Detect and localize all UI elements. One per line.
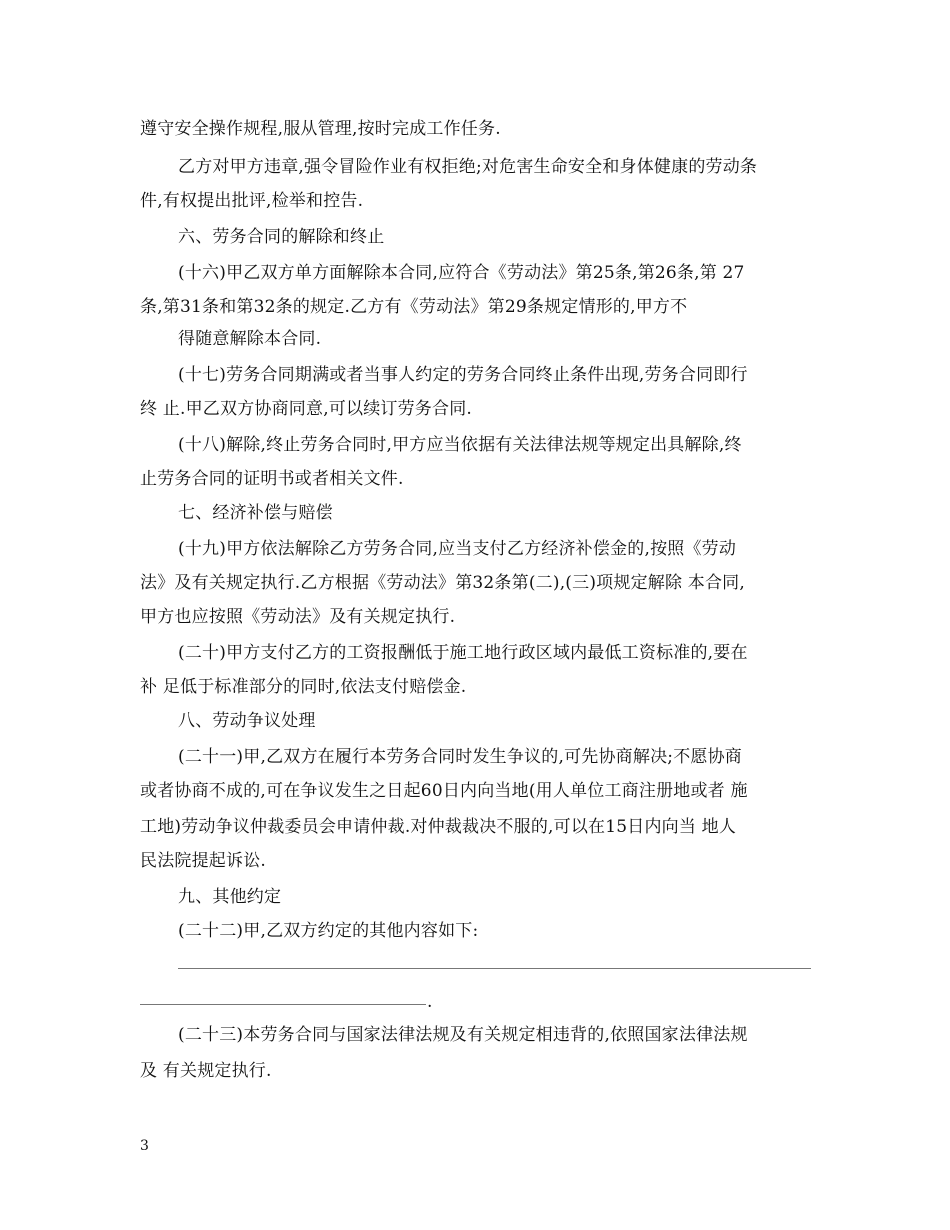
blank-terminator: . (427, 992, 433, 1012)
text-line: (二十三)本劳务合同与国家法律法规及有关规定相违背的,依照国家法律法规 (178, 1025, 748, 1045)
section-heading: 六、劳务合同的解除和终止 (178, 227, 385, 247)
text-line: 遵守安全操作规程,服从管理,按时完成工作任务. (140, 119, 501, 139)
text-line: 止劳务合同的证明书或者相关文件. (140, 469, 404, 489)
text-line: (十七)劳务合同期满或者当事人约定的劳务合同终止条件出现,劳务合同即行 (178, 365, 748, 385)
text-line: (十九)甲方依法解除乙方劳务合同,应当支付乙方经济补偿金的,按照《劳动 (178, 539, 737, 559)
text-line: (十六)甲乙双方单方面解除本合同,应符合《劳动法》第25条,第26条,第 27 (178, 263, 745, 283)
fill-in-blank-line (140, 1004, 426, 1005)
text-line: 及 有关规定执行. (140, 1061, 272, 1081)
text-line: 补 足低于标准部分的同时,依法支付赔偿金. (140, 677, 467, 697)
section-heading: 七、经济补偿与赔偿 (178, 503, 333, 523)
text-line: 法》及有关规定执行.乙方根据《劳动法》第32条第(二),(三)项规定解除 本合同, (140, 573, 745, 593)
text-line: 终 止.甲乙双方协商同意,可以续订劳务合同. (140, 399, 473, 419)
text-line: 件,有权提出批评,检举和控告. (140, 191, 364, 211)
text-line: 工地)劳动争议仲裁委员会申请仲裁.对仲裁裁决不服的,可以在15日内向当 地人 (140, 817, 737, 837)
text-line: 甲方也应按照《劳动法》及有关规定执行. (140, 607, 456, 627)
text-line: (二十一)甲,乙双方在履行本劳务合同时发生争议的,可先协商解决;不愿协商 (178, 747, 742, 767)
page-number: 3 (140, 1138, 149, 1154)
text-line: 条,第31条和第32条的规定.乙方有《劳动法》第29条规定情形的,甲方不 (140, 297, 688, 317)
text-line: 民法院提起诉讼. (140, 851, 267, 871)
section-heading: 八、劳动争议处理 (178, 711, 316, 731)
text-line: (十八)解除,终止劳务合同时,甲方应当依据有关法律法规等规定出具解除,终 (178, 435, 742, 455)
text-line: (二十二)甲,乙双方约定的其他内容如下: (178, 921, 479, 941)
text-line: (二十)甲方支付乙方的工资报酬低于施工地行政区域内最低工资标准的,要在 (178, 643, 748, 663)
text-line: 或者协商不成的,可在争议发生之日起60日内向当地(用人单位工商注册地或者 施 (140, 781, 748, 801)
text-line: 得随意解除本合同. (178, 329, 322, 349)
section-heading: 九、其他约定 (178, 887, 282, 907)
text-line: 乙方对甲方违章,强令冒险作业有权拒绝;对危害生命安全和身体健康的劳动条 (178, 157, 758, 177)
fill-in-blank-line (178, 968, 811, 969)
